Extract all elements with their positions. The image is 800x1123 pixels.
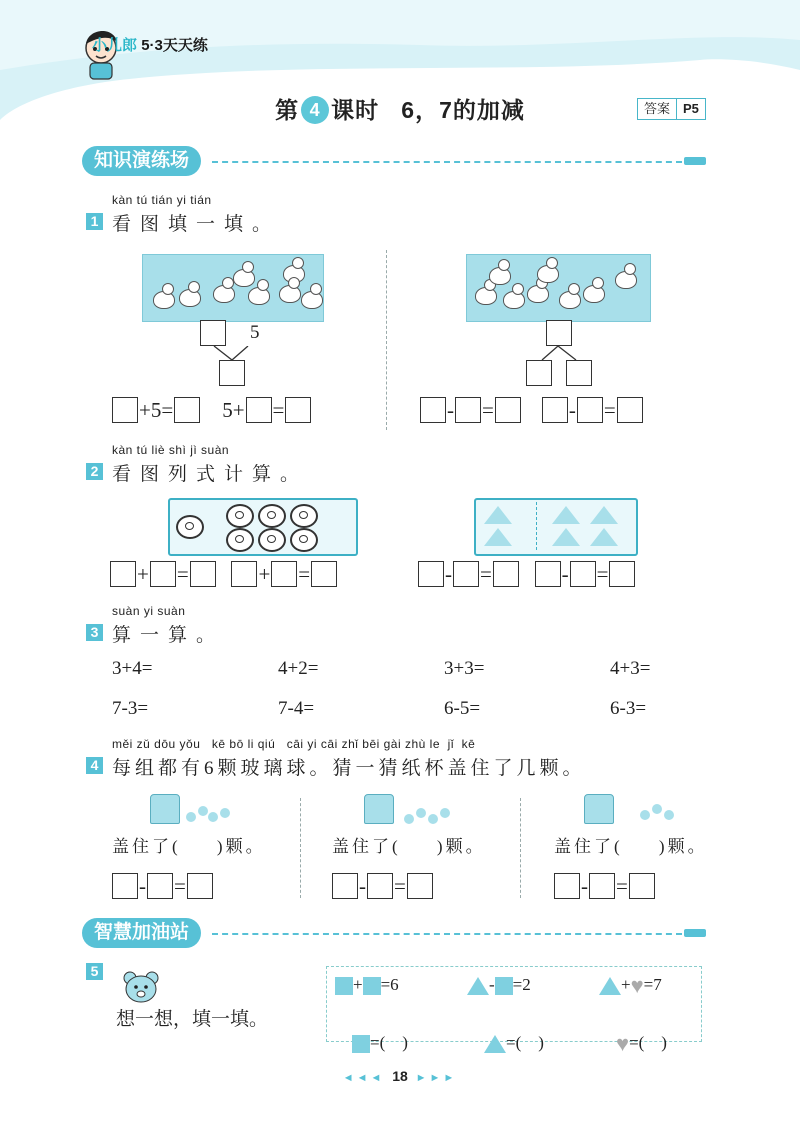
q4-number: 4 — [86, 757, 103, 774]
answer-box[interactable] — [407, 873, 433, 899]
dashed-separator — [300, 798, 301, 898]
triangle-icon — [467, 977, 489, 995]
ducks-picture-left — [142, 254, 324, 322]
answer-box[interactable] — [542, 397, 568, 423]
answer-box[interactable] — [200, 320, 226, 346]
answer-box[interactable] — [190, 561, 216, 587]
covered-label-end: )颗。 — [436, 837, 486, 856]
equals-sign: = — [603, 397, 616, 422]
equals-sign: = — [480, 561, 492, 586]
answer-box[interactable] — [570, 561, 596, 587]
calc-problem: 6-3= — [610, 698, 647, 719]
bear-mascot-icon — [122, 970, 160, 1004]
answer-box[interactable] — [629, 873, 655, 899]
triangle-icon — [599, 977, 621, 995]
q5-number: 5 — [86, 963, 103, 980]
answer-box[interactable] — [420, 397, 446, 423]
answer-reference — [637, 98, 706, 120]
triangle-icon — [484, 1035, 506, 1053]
puzzle-eq-3 — [599, 975, 662, 997]
equals-sign: = — [174, 873, 186, 898]
equation-text: 5+ — [222, 397, 245, 422]
square-icon — [335, 977, 353, 995]
answer-box[interactable] — [271, 561, 297, 587]
heart-icon: ♥ — [616, 1031, 630, 1057]
page-footer — [0, 1068, 800, 1084]
minus-sign: - — [568, 397, 576, 422]
answer-box[interactable] — [367, 873, 393, 899]
q4-group-2 — [330, 790, 530, 900]
calc-problem: 7-4= — [278, 698, 315, 719]
cup-icon — [364, 794, 394, 824]
brand-name: 小儿郎 — [92, 37, 138, 54]
q1-text: 看图填一填。 — [112, 214, 281, 235]
op: + — [353, 975, 363, 994]
minus-sign: - — [447, 397, 454, 422]
calc-problem: 3+3= — [444, 658, 485, 679]
answer-blank: =( ) — [629, 1033, 667, 1052]
answer-box[interactable] — [112, 873, 138, 899]
plus-sign: + — [137, 561, 149, 586]
covered-label: 盖住了( — [112, 837, 181, 856]
equals-sign: = — [616, 873, 628, 898]
answer-box[interactable] — [174, 397, 200, 423]
minus-sign: - — [445, 561, 452, 586]
q4-text: 每组都有6颗玻璃球。猜一猜纸杯盖住了几颗。 — [112, 758, 586, 779]
q2-pinyin: kàn tú liè shì jì suàn — [112, 443, 230, 457]
answer-blank: =( ) — [370, 1033, 408, 1052]
q1-right-equations — [420, 396, 643, 423]
answer-box[interactable] — [219, 360, 245, 386]
heart-icon: ♥ — [630, 973, 644, 999]
answer-box[interactable] — [453, 561, 479, 587]
q1-pinyin: kàn tú tián yi tián — [112, 193, 212, 207]
cup-icon — [584, 794, 614, 824]
answer-blank: =( ) — [506, 1033, 544, 1052]
answer-label: 答案 — [644, 101, 671, 116]
answer-box[interactable] — [311, 561, 337, 587]
calc-problem: 7-3= — [112, 698, 149, 719]
op-result: =6 — [380, 975, 399, 994]
q3-number: 3 — [86, 624, 103, 641]
answer-box[interactable] — [554, 873, 580, 899]
section-divider — [212, 161, 682, 163]
puzzle-eq-1 — [335, 975, 399, 995]
puzzle-answer-square[interactable] — [335, 1013, 408, 1073]
brand-series: 5·3天天练 — [141, 37, 208, 54]
q4-group-1 — [110, 790, 310, 900]
answer-box[interactable] — [609, 561, 635, 587]
equals-sign: = — [394, 873, 406, 898]
answer-box[interactable] — [566, 360, 592, 386]
answer-box[interactable] — [332, 873, 358, 899]
q4-pinyin: měi zǔ dōu yǒu kē bō li qiú cāi yi cāi zhǐ bēi gài zhù le jǐ kē — [112, 737, 476, 751]
answer-box[interactable] — [546, 320, 572, 346]
calc-problem: 3+4= — [112, 658, 153, 679]
cup-icon — [150, 794, 180, 824]
pencil-icon — [684, 157, 706, 165]
q5-prompt: 想一想，填一填。 — [116, 1009, 269, 1030]
answer-box[interactable] — [526, 360, 552, 386]
equals-sign: = — [482, 397, 494, 422]
answer-box[interactable] — [535, 561, 561, 587]
section-practice-title: 知识演练场 — [82, 146, 201, 176]
answer-box[interactable] — [589, 873, 615, 899]
op: + — [621, 975, 631, 994]
equation-text: +5= — [139, 397, 174, 422]
equation-text: = — [272, 397, 285, 422]
q2-right-equations — [418, 560, 635, 587]
q2-text: 看图列式计算。 — [112, 464, 309, 485]
donuts-picture — [168, 498, 358, 556]
section-booster-title: 智慧加油站 — [82, 918, 201, 948]
covered-label-end: )颗。 — [216, 837, 266, 856]
q3-text: 算一算。 — [112, 625, 225, 646]
lesson-prefix: 第 — [275, 97, 300, 123]
puzzle-eq-2 — [467, 975, 531, 995]
q1-left-equations — [112, 396, 311, 423]
answer-box[interactable] — [577, 397, 603, 423]
covered-label-end: )颗。 — [658, 837, 708, 856]
minus-sign: - — [581, 873, 588, 898]
q2-left-equations — [110, 560, 337, 587]
dashed-separator — [386, 250, 387, 430]
minus-sign: - — [561, 561, 569, 586]
answer-box[interactable] — [110, 561, 136, 587]
answer-box[interactable] — [455, 397, 481, 423]
lesson-number-badge: 4 — [301, 96, 329, 124]
arrows-left: ◄◄◄ — [342, 1072, 385, 1084]
answer-box[interactable] — [231, 561, 257, 587]
answer-page: P5 — [676, 99, 705, 119]
q5-puzzle-panel — [326, 966, 702, 1057]
equals-sign: = — [176, 561, 189, 586]
pencil-icon — [684, 929, 706, 937]
section-divider — [212, 933, 682, 935]
page-number: 18 — [392, 1068, 408, 1084]
answer-box[interactable] — [617, 397, 643, 423]
answer-box[interactable] — [495, 397, 521, 423]
dashed-separator — [520, 798, 521, 898]
ducks-picture-right — [466, 254, 651, 322]
op: - — [489, 975, 495, 994]
minus-sign: - — [359, 873, 366, 898]
answer-box[interactable] — [147, 873, 173, 899]
lesson-suffix: 课时 — [331, 97, 380, 123]
q2-number: 2 — [86, 463, 103, 480]
equals-sign: = — [596, 561, 609, 586]
q1-number: 1 — [86, 213, 103, 230]
q3-pinyin: suàn yi suàn — [112, 604, 186, 618]
equals-sign: = — [298, 561, 311, 586]
covered-label: 盖住了( — [554, 837, 623, 856]
square-icon — [495, 977, 513, 995]
calc-problem: 4+3= — [610, 658, 651, 679]
answer-box[interactable] — [246, 397, 272, 423]
puzzle-answer-heart[interactable] — [599, 1013, 667, 1075]
square-icon — [363, 977, 381, 995]
q4-group-3 — [552, 790, 762, 900]
op-result: =7 — [643, 975, 662, 994]
answer-box[interactable] — [418, 561, 444, 587]
arrows-right: ►►► — [415, 1072, 458, 1084]
square-icon — [352, 1035, 370, 1053]
tree-value: 5 — [250, 322, 260, 343]
op-result: =2 — [512, 975, 531, 994]
puzzle-answer-triangle[interactable] — [467, 1013, 544, 1073]
answer-box[interactable] — [285, 397, 311, 423]
calc-problem: 6-5= — [444, 698, 481, 719]
lesson-topic: 6，7的加减 — [401, 97, 525, 123]
answer-box[interactable] — [187, 873, 213, 899]
plus-sign: + — [258, 561, 271, 586]
answer-box[interactable] — [150, 561, 176, 587]
calc-problem: 4+2= — [278, 658, 319, 679]
answer-box[interactable] — [112, 397, 138, 423]
minus-sign: - — [139, 873, 146, 898]
covered-label: 盖住了( — [332, 837, 401, 856]
brand — [92, 34, 208, 55]
answer-box[interactable] — [493, 561, 519, 587]
cake-picture — [474, 498, 638, 556]
